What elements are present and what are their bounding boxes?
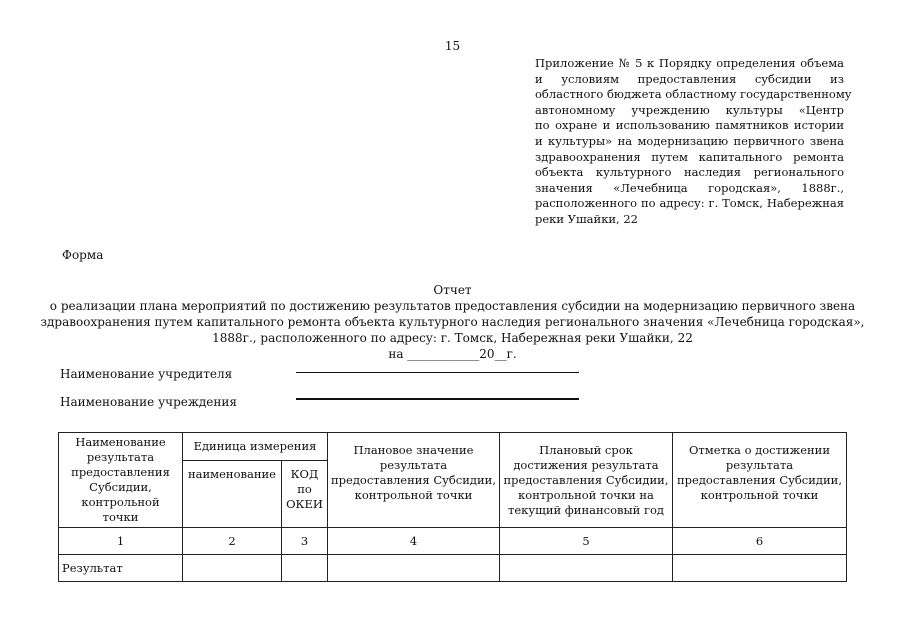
- column-number: 4: [328, 528, 500, 555]
- table-cell[interactable]: [183, 555, 282, 582]
- appendix-line: областного бюджета областному государственному: [535, 87, 852, 102]
- appendix-line: здравоохранения путем капитального ремонта: [535, 149, 844, 164]
- header-plan-value: Плановое значение результата предоставления Субсидии, контрольной точки: [328, 433, 500, 528]
- table-cell[interactable]: [500, 555, 673, 582]
- column-number: 6: [673, 528, 847, 555]
- report-date-line: на ____________20__г.: [388, 347, 517, 361]
- appendix-line: автономному учреждению культуры «Центр: [535, 102, 844, 117]
- header-result-name: Наименование результата предоставления Субсидии, контрольной точки: [59, 433, 183, 528]
- appendix-line: по охране и использованию памятников истории: [535, 118, 844, 133]
- appendix-line: Приложение № 5 к Порядку определения объема: [535, 56, 844, 70]
- form-label: Форма: [62, 248, 104, 262]
- report-title: Отчет: [433, 283, 472, 297]
- table-row: [59, 555, 847, 582]
- column-number: 5: [500, 528, 673, 555]
- table-cell[interactable]: [328, 555, 500, 582]
- header-plan-deadline: Плановый срок достижения результата предоставления Субсидии, контрольной точки на текущий финансовый год: [500, 433, 673, 528]
- table-cell[interactable]: [282, 555, 328, 582]
- report-heading: [40, 282, 865, 362]
- column-number: 2: [183, 528, 282, 555]
- institution-label: Наименование учреждения: [60, 395, 237, 409]
- header-achievement-mark: Отметка о достижении результата предоставления Субсидии, контрольной точки: [673, 433, 847, 528]
- appendix-line: объекта культурного наследия регионального: [535, 165, 844, 180]
- appendix-line: значения «Лечебница городская», 1888г.,: [535, 180, 844, 195]
- founder-label: Наименование учредителя: [60, 367, 233, 381]
- appendix-note: [535, 56, 852, 228]
- report-subtitle-line: здравоохранения путем капитального ремонта объекта культурного наследия регионального значения «Лечебница городская»,: [40, 315, 865, 329]
- header-unit-code: КОД по ОКЕИ: [282, 461, 328, 528]
- column-number: 3: [282, 528, 328, 555]
- institution-field[interactable]: [296, 398, 579, 400]
- table-cell[interactable]: [673, 555, 847, 582]
- appendix-line: расположенного по адресу: г. Томск, Набережная: [535, 196, 844, 211]
- report-subtitle-line: 1888г., расположенного по адресу: г. Томск, Набережная реки Ушайки, 22: [212, 331, 693, 345]
- header-unit-group: Единица измерения: [183, 433, 328, 461]
- page-number: 15: [444, 39, 461, 53]
- column-number: 1: [59, 528, 183, 555]
- header-unit-name: наименование: [183, 461, 282, 528]
- appendix-line: реки Ушайки, 22: [535, 211, 638, 226]
- row-label: Результат: [59, 555, 183, 582]
- appendix-line: и культуры» на модернизацию первичного звена: [535, 133, 844, 148]
- report-table: [58, 432, 847, 582]
- founder-field[interactable]: [296, 372, 579, 373]
- appendix-line: и условиям предоставления субсидии из: [535, 71, 844, 86]
- report-subtitle-line: о реализации плана мероприятий по достижению результатов предоставления субсидии на модернизацию первичного звена: [49, 299, 856, 313]
